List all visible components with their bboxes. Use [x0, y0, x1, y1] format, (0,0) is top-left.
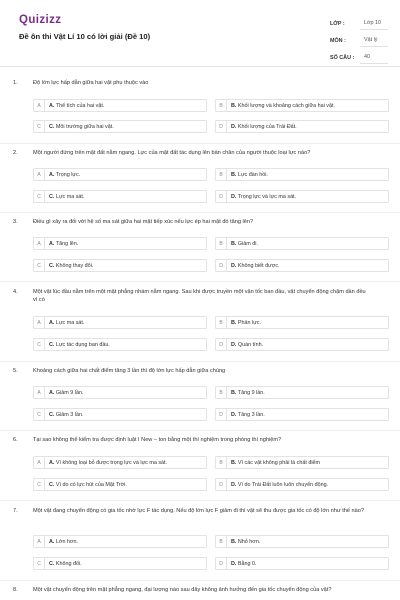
- answer-option-a[interactable]: [33, 386, 207, 399]
- option-letter-box: A: [34, 100, 45, 111]
- option-text: [231, 342, 263, 348]
- option-text: [49, 320, 84, 326]
- option-key: C.: [49, 481, 55, 488]
- answer-option-b[interactable]: [215, 237, 389, 250]
- question-text: Một người đứng trên mặt đất nằm ngang. Lực của mặt đất tác dụng lên bàn chân của người thuộc loại lực nào?: [33, 150, 311, 156]
- question-text: Một vật lúc đầu nằm trên một mặt phẳng nhám nằm ngang. Sau khi được truyền một vận tốc ban đầu, vật chuyển động chậm dần đều vì có: [33, 289, 366, 303]
- option-text: [49, 482, 127, 488]
- option-key: B.: [231, 319, 237, 326]
- option-text: [49, 390, 83, 396]
- option-letter-box: B: [216, 317, 227, 328]
- option-letter-box: D: [216, 191, 227, 202]
- option-key: C.: [49, 262, 55, 269]
- question-divider: [0, 143, 400, 144]
- option-label: Lực ma sát.: [55, 193, 85, 200]
- option-key: C.: [49, 123, 55, 130]
- option-label: Phản lực.: [237, 319, 261, 326]
- header-divider: [0, 66, 400, 67]
- answer-option-c[interactable]: [33, 557, 207, 570]
- question-divider: [0, 361, 400, 362]
- option-text: [49, 412, 83, 418]
- option-label: Giảm 3 lần.: [55, 411, 84, 418]
- question-number: 6.: [13, 437, 18, 443]
- option-key: A.: [49, 102, 55, 109]
- question-text: Tại sao không thể kiểm tra được định luật I New – ton bằng một thí nghiệm trong phòng thí nghiệm?: [33, 437, 282, 443]
- question-number: 3.: [13, 219, 18, 225]
- option-label: Nhỏ hơn.: [237, 538, 261, 545]
- option-key: A.: [49, 240, 55, 247]
- option-letter-box: C: [34, 479, 45, 490]
- question-number: 7.: [13, 508, 18, 514]
- answer-option-d[interactable]: [215, 120, 389, 133]
- option-letter-box: B: [216, 457, 227, 468]
- option-key: C.: [49, 560, 55, 567]
- meta-label: SỐ CÂU :: [330, 54, 355, 61]
- meta-value: 40: [360, 51, 388, 64]
- option-letter-box: C: [34, 409, 45, 420]
- option-label: Giảm đi.: [237, 240, 258, 247]
- option-key: B.: [231, 389, 237, 396]
- option-text: [49, 263, 93, 269]
- option-key: C.: [49, 411, 55, 418]
- answer-option-d[interactable]: [215, 259, 389, 272]
- option-text: [231, 460, 320, 466]
- option-text: [231, 320, 261, 326]
- option-label: Lực ma sát.: [55, 319, 85, 326]
- option-label: Trọng lực và lực ma sát.: [237, 193, 297, 200]
- question-text: Điều gì xảy ra đối với hệ số ma sát giữa hai mặt tiếp xúc nếu lực ép hai mặt đó tăng lên?: [33, 219, 254, 225]
- option-letter-box: A: [34, 169, 45, 180]
- option-key: D.: [231, 193, 237, 200]
- option-key: D.: [231, 411, 237, 418]
- option-text: [231, 194, 296, 200]
- option-text: [49, 460, 167, 466]
- question-number: 1.: [13, 80, 18, 86]
- meta-label: LỚP :: [330, 20, 345, 27]
- option-text: [231, 390, 265, 396]
- option-letter-box: B: [216, 100, 227, 111]
- option-text: [49, 124, 114, 130]
- option-label: Vì không loại bỏ được trọng lực và lực ma sát.: [55, 459, 168, 466]
- option-letter-box: D: [216, 121, 227, 132]
- answer-option-a[interactable]: [33, 168, 207, 181]
- answer-option-a[interactable]: [33, 316, 207, 329]
- question-text: Độ lớn lực hấp dẫn giữa hai vật phụ thuộc vào: [33, 80, 149, 86]
- question-text: Một vật chuyển động trên mặt phẳng ngang, đại lượng nào sau đây không ảnh hưởng đến gia tốc chuyển động của vật?: [33, 587, 332, 593]
- meta-question-count: [330, 49, 388, 66]
- option-letter-box: D: [216, 260, 227, 271]
- answer-option-b[interactable]: [215, 168, 389, 181]
- option-key: D.: [231, 123, 237, 130]
- answer-option-a[interactable]: [33, 237, 207, 250]
- option-letter-box: C: [34, 558, 45, 569]
- option-label: Lực tác dụng ban đầu.: [55, 341, 110, 348]
- option-label: Giảm 9 lần.: [55, 389, 84, 396]
- option-letter-box: C: [34, 121, 45, 132]
- option-label: Quán tính.: [237, 341, 264, 348]
- option-letter-box: C: [34, 339, 45, 350]
- option-label: Trọng lực.: [55, 171, 81, 178]
- option-text: [49, 539, 78, 545]
- option-key: D.: [231, 481, 237, 488]
- question-number: 8.: [13, 587, 18, 593]
- option-label: Vì do Trái Đất luôn luôn chuyển động.: [237, 481, 329, 488]
- question-divider: [0, 580, 400, 581]
- option-label: Khối lượng của Trái Đất.: [237, 123, 297, 130]
- option-letter-box: B: [216, 169, 227, 180]
- question-number: 2.: [13, 150, 18, 156]
- option-letter-box: A: [34, 238, 45, 249]
- option-label: Tăng 3 lần.: [237, 411, 265, 418]
- option-label: Vì các vật không phải là chất điểm: [237, 459, 321, 466]
- option-text: [231, 124, 297, 130]
- question-text: Khoảng cách giữa hai chất điểm tăng 3 lần thì độ lớn lực hấp dẫn giữa chúng: [33, 368, 226, 374]
- option-text: [49, 342, 110, 348]
- question-text: Một vật đang chuyển động có gia tốc nhờ lực F tác dụng. Nếu độ lớn lực F giảm đi thì vật sẽ thu được gia tốc có độ lớn như thế nào?: [33, 508, 364, 514]
- option-letter-box: B: [216, 536, 227, 547]
- answer-option-d[interactable]: [215, 408, 389, 421]
- option-text: [231, 561, 257, 567]
- answer-option-c[interactable]: [33, 408, 207, 421]
- option-text: [231, 241, 258, 247]
- option-key: B.: [231, 102, 237, 109]
- answer-option-c[interactable]: [33, 259, 207, 272]
- worksheet-meta: [330, 15, 388, 66]
- option-key: A.: [49, 538, 55, 545]
- option-label: Tăng lên.: [55, 240, 79, 247]
- option-text: [49, 103, 104, 109]
- page-title: Đề ôn thi Vật Lí 10 có lời giải (Đề 10): [19, 32, 151, 41]
- option-label: Không biết được.: [237, 262, 280, 269]
- option-text: [231, 103, 335, 109]
- option-text: [231, 539, 260, 545]
- option-label: Không đổi.: [55, 560, 82, 567]
- answer-option-b[interactable]: [215, 99, 389, 112]
- option-text: [49, 561, 82, 567]
- answer-option-c[interactable]: [33, 190, 207, 203]
- answer-option-d[interactable]: [215, 557, 389, 570]
- option-label: Lực đàn hồi.: [237, 171, 268, 178]
- option-letter-box: C: [34, 191, 45, 202]
- option-label: Thể tích của hai vật.: [55, 102, 105, 109]
- option-label: Vì do có lực hút của Mặt Trời.: [55, 481, 127, 488]
- option-text: [231, 412, 265, 418]
- meta-grade: [330, 15, 388, 32]
- option-label: Bằng 0.: [237, 560, 257, 567]
- option-letter-box: A: [34, 457, 45, 468]
- option-text: [49, 172, 80, 178]
- answer-option-a[interactable]: [33, 99, 207, 112]
- option-key: D.: [231, 341, 237, 348]
- option-letter-box: A: [34, 536, 45, 547]
- answer-option-b[interactable]: [215, 456, 389, 469]
- option-text: [231, 482, 328, 488]
- question-number: 4.: [13, 289, 18, 295]
- option-key: B.: [231, 171, 237, 178]
- question-divider: [0, 500, 400, 501]
- meta-value: Lớp 10: [360, 17, 388, 30]
- answer-option-b[interactable]: [215, 535, 389, 548]
- option-letter-box: B: [216, 238, 227, 249]
- meta-value: Vật lý: [360, 34, 388, 47]
- option-key: D.: [231, 560, 237, 567]
- option-letter-box: D: [216, 558, 227, 569]
- quizizz-logo: Quizizz: [19, 14, 62, 26]
- option-key: C.: [49, 193, 55, 200]
- answer-option-c[interactable]: [33, 120, 207, 133]
- option-text: [231, 263, 280, 269]
- answer-option-d[interactable]: [215, 478, 389, 491]
- option-key: A.: [49, 319, 55, 326]
- option-key: A.: [49, 389, 55, 396]
- option-label: Tăng 9 lần.: [237, 389, 265, 396]
- option-text: [49, 194, 84, 200]
- option-key: C.: [49, 341, 55, 348]
- answer-option-d[interactable]: [215, 190, 389, 203]
- option-text: [49, 241, 78, 247]
- option-key: A.: [49, 171, 55, 178]
- option-letter-box: D: [216, 479, 227, 490]
- option-key: B.: [231, 459, 237, 466]
- option-label: Khối lượng và khoảng cách giữa hai vật.: [237, 102, 335, 109]
- question-divider: [0, 430, 400, 431]
- option-letter-box: D: [216, 339, 227, 350]
- option-letter-box: A: [34, 387, 45, 398]
- option-key: B.: [231, 538, 237, 545]
- answer-option-c[interactable]: [33, 478, 207, 491]
- meta-subject: [330, 32, 388, 49]
- option-label: Môi trường giữa hai vật.: [55, 123, 114, 130]
- option-letter-box: C: [34, 260, 45, 271]
- answer-option-a[interactable]: [33, 535, 207, 548]
- question-divider: [0, 212, 400, 213]
- option-letter-box: D: [216, 409, 227, 420]
- option-label: Không thay đổi.: [55, 262, 94, 269]
- option-label: Lớn hơn.: [55, 538, 78, 545]
- question-number: 5.: [13, 368, 18, 374]
- answer-option-d[interactable]: [215, 338, 389, 351]
- option-key: A.: [49, 459, 55, 466]
- meta-label: MÔN :: [330, 37, 346, 44]
- answer-option-a[interactable]: [33, 456, 207, 469]
- option-letter-box: B: [216, 387, 227, 398]
- option-key: B.: [231, 240, 237, 247]
- answer-option-c[interactable]: [33, 338, 207, 351]
- question-divider: [0, 281, 400, 282]
- answer-option-b[interactable]: [215, 386, 389, 399]
- answer-option-b[interactable]: [215, 316, 389, 329]
- option-text: [231, 172, 268, 178]
- option-letter-box: A: [34, 317, 45, 328]
- option-key: D.: [231, 262, 237, 269]
